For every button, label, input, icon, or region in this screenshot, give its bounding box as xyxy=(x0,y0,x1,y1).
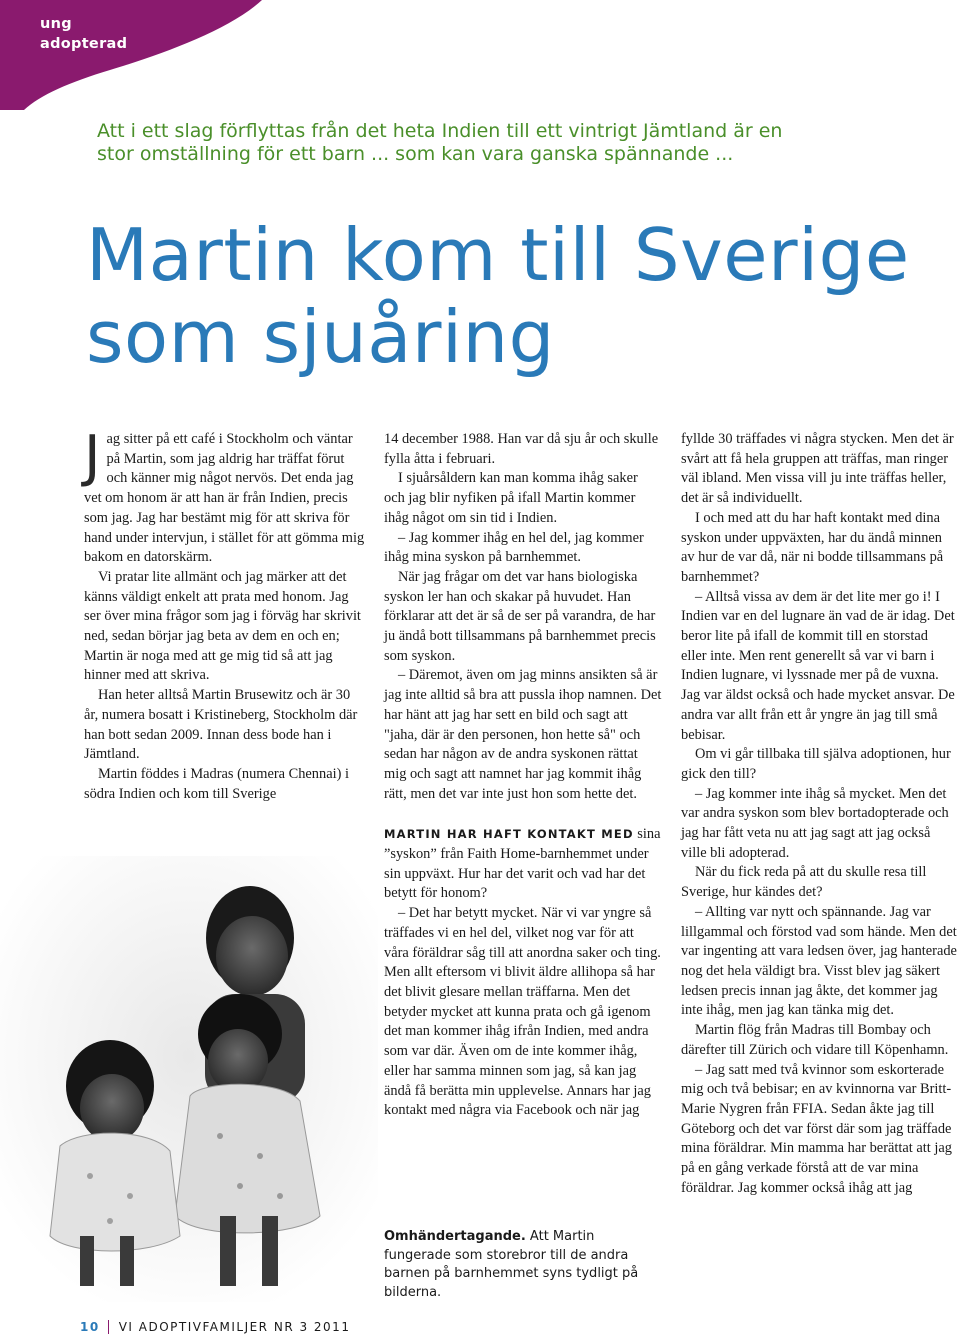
lede xyxy=(97,120,897,166)
headline-line1: Martin kom till Sverige xyxy=(86,213,910,297)
paragraph: – Alltså vissa av dem är det lite mer go i! I Indien var en del lugnare än vad de är idag. Det beror lite på ifall de kommit till en storstad eller inte. Men rent generellt så var vi barn i Indien lugnare, vi lyssnade mer på de vuxna. Jag var äldst också och hade mycket ansvar. De andra var allt från ett år yngre än jag till små bebisar. xyxy=(681,588,955,743)
headline-line2: som sjuåring xyxy=(86,295,555,379)
paragraph: Han heter alltså Martin Brusewitz och är 30 år, numera bosatt i Kristineberg, Stockholm där han bott sedan 2009. Innan dess bode han i Jämtland. xyxy=(84,687,358,763)
children-photo xyxy=(0,856,378,1302)
column-2 xyxy=(384,430,662,1121)
paragraph: I och med att du har haft kontakt med dina syskon under uppväxten, har du ändå minnen av hur de var då, när ni bodde tillsammans på barnhemmet? xyxy=(681,509,944,585)
subheading: MARTIN HAR HAFT KONTAKT MED xyxy=(384,827,634,842)
paragraph: – Det har betytt mycket. När vi var yngre så träffades vi en hel del, vilket nog var för att våra föräldrar såg till att anordna saker och ting. Men allt eftersom vi blivit äldre allihopa så har det blivit glesare mellan träffarna. Men det betyder mycket att kunna prata och gå igenom det man kommer ihåg ifrån Indien, med andra som var där. Även om de inte kommer ihåg, eller har samma minnen som jag, så kan jag ändå få berätta min upplevelse. Annars har jag kontakt med några via Facebook och när jag xyxy=(384,905,661,1119)
section-label-line1: ung xyxy=(40,16,72,32)
column-3 xyxy=(681,430,957,1198)
paragraph: När du fick reda på att du skulle resa till Sverige, hur kändes det? xyxy=(681,864,927,901)
page-number: 10 xyxy=(80,1320,109,1334)
lede-line1: Att i ett slag förflyttas från det heta Indien till ett vintrigt Jämtland är en xyxy=(97,120,783,142)
page-footer xyxy=(80,1318,350,1336)
section-label xyxy=(40,14,127,54)
caption-text: Att Martin fungerade som storebror till de andra barnen på barnhemmet syns tydligt på bilderna. xyxy=(384,1229,639,1300)
paragraph: – Jag kommer ihåg en hel del, jag kommer ihåg mina syskon på barnhemmet. xyxy=(384,529,644,566)
paragraph: Vi pratar lite allmänt och jag märker att det känns väldigt enkelt att prata med honom. Jag ser över mina frågor som jag i förväg har skrivit ned, sedan börjar jag beta av dem en och en; Martin är noga med att ge mig tid så att jag hinner med att skriva. xyxy=(84,568,361,684)
column-1 xyxy=(84,424,366,804)
paragraph: – Jag kommer inte ihåg så mycket. Men det var andra syskon som blev bortadopterade och jag har fått veta nu att jag sagt att jag också ville bli adopterad. xyxy=(681,785,949,861)
paragraph: Martin föddes i Madras (numera Chennai) i södra Indien och kom till Sverige xyxy=(84,765,349,802)
magazine-title: VI ADOPTIVFAMILJER NR 3 2011 xyxy=(118,1320,351,1334)
lede-line2: stor omställning för ett barn ... som kan vara ganska spännande ... xyxy=(97,143,734,165)
headline xyxy=(86,214,946,378)
section-tab xyxy=(0,0,270,110)
paragraph: – Däremot, även om jag minns ansikten så är jag inte alltid så bra att pussla ihop namnen. Det har hänt att jag har sett en bild och sagt att "jaha, där är den personen, hon hette så" och sedan har någon av de andra syskonen rättat mig och sagt att namnet har jag kommit ihåg rätt, men det var inte just hon som hette det. xyxy=(384,667,662,802)
photo-illustration xyxy=(0,856,378,1302)
paragraph xyxy=(84,424,366,568)
paragraph: I sjuårsåldern kan man komma ihåg saker och jag blir nyfiken på ifall Martin kommer ihåg något om sin tid i Indien. xyxy=(384,470,638,526)
paragraph-text: sina ”syskon” från Faith Home-barnhemmet under sin uppväxt. Hur har det varit och vad har det betytt för honom? xyxy=(384,826,661,902)
drop-cap: J xyxy=(84,424,101,489)
photo-caption xyxy=(384,1228,664,1302)
paragraph xyxy=(384,825,662,904)
paragraph-text: ag sitter på ett café i Stockholm och väntar på Martin, som jag aldrig har träffat förut och känner mig något nervös. Det enda jag vet om honom är att han är från Indien, precis som jag. Jag har bestämt mig för att skriva för hand under intervjun, i stället för att gömma mig bakom en datorskärm. xyxy=(84,431,365,566)
paragraph: När jag frågar om det var hans biologiska syskon ler han och skakar på huvudet. Han förklarar att det är så de ser på varandra, de har ju ändå bott tillsammans på barnhemmet precis som syskon. xyxy=(384,568,656,664)
paragraph: 14 december 1988. Han var då sju år och skulle fylla åtta i februari. xyxy=(384,431,659,467)
caption-title: Omhändertagande. xyxy=(384,1229,526,1244)
paragraph: fyllde 30 träffades vi några stycken. Men det är svårt att få hela gruppen att träffas, man ringer väl ibland. Men vissa vill ju inte träffas heller, det är så individuellt. xyxy=(681,431,954,507)
paragraph: – Jag satt med två kvinnor som eskorterade mig och två bebisar; en av kvinnorna var Britt-Marie Nygren från FFIA. Sedan åkte jag till Göteborg och det var först där som jag träffade mina föräldrar. Min mamma har berättat att jag på en gång verkade förstå att de var mina föräldrar. Jag kommer också ihåg att jag xyxy=(681,1061,952,1196)
paragraph: Martin flög från Madras till Bombay och därefter till Zürich och vidare till Köpenhamn. xyxy=(681,1022,949,1058)
section-label-line2: adopterad xyxy=(40,36,128,52)
paragraph: Om vi går tillbaka till själva adoptionen, hur gick den till? xyxy=(681,746,951,782)
paragraph: – Allting var nytt och spännande. Jag var lillgammal och förstod vad som hände. Men det var ingenting att vara ledsen över, jag hanterade nog det hela väldigt bra. Visst blev jag säkert ledsen precis innan jag åkte, det kommer jag inte ihåg, men jag kan tänka mig det. xyxy=(681,903,957,1019)
